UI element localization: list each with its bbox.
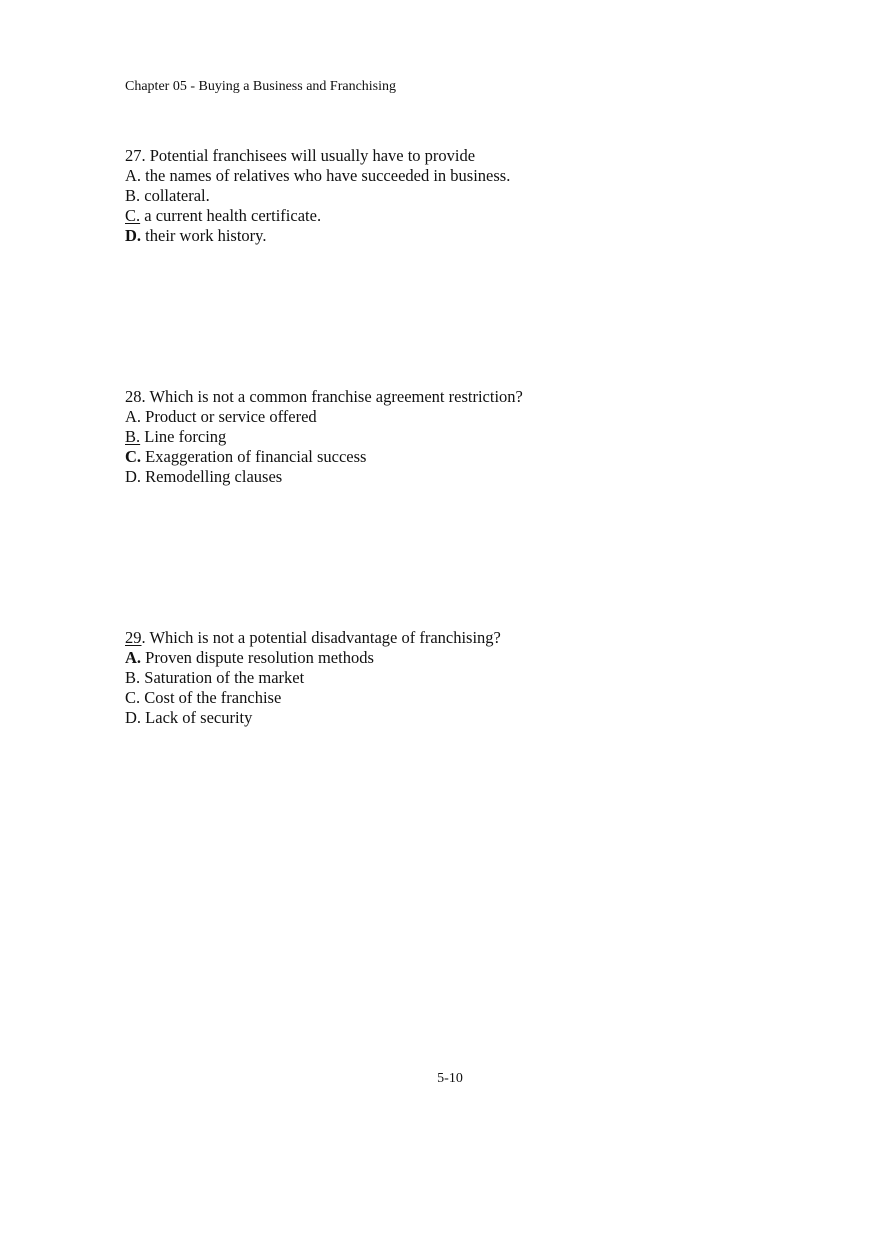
answer-option-a bbox=[125, 648, 501, 668]
option-text: Saturation of the market bbox=[140, 668, 305, 687]
option-text: Line forcing bbox=[140, 427, 227, 446]
option-letter: B. bbox=[125, 186, 141, 205]
question-27 bbox=[125, 146, 510, 246]
option-text: Cost of the franchise bbox=[140, 688, 282, 707]
question-text: . Potential franchisees will usually have to provide bbox=[141, 146, 476, 165]
option-letter: C. bbox=[125, 447, 142, 466]
option-text: their work history. bbox=[141, 226, 267, 245]
option-letter: A. bbox=[125, 648, 142, 667]
option-letter: A. bbox=[125, 166, 142, 185]
answer-option-c bbox=[125, 447, 523, 467]
option-letter: B. bbox=[125, 427, 141, 446]
option-letter: D. bbox=[125, 467, 142, 486]
question-number: 29 bbox=[125, 628, 142, 647]
answer-option-d bbox=[125, 467, 523, 487]
option-text: collateral. bbox=[140, 186, 210, 205]
question-text: . Which is not a common franchise agreement restriction? bbox=[141, 387, 523, 406]
answer-option-a bbox=[125, 407, 523, 427]
option-text: a current health certificate. bbox=[140, 206, 322, 225]
question-stem bbox=[125, 387, 523, 407]
question-number: 28 bbox=[125, 387, 142, 406]
option-text: Remodelling clauses bbox=[141, 467, 283, 486]
answer-option-d bbox=[125, 226, 510, 246]
option-letter: D. bbox=[125, 226, 142, 245]
question-number: 27 bbox=[125, 146, 142, 165]
option-letter: B. bbox=[125, 668, 141, 687]
option-letter: C. bbox=[125, 688, 141, 707]
answer-option-b bbox=[125, 186, 510, 206]
option-letter: C. bbox=[125, 206, 141, 225]
option-text: the names of relatives who have succeeded in business. bbox=[141, 166, 511, 185]
answer-option-c bbox=[125, 206, 510, 226]
chapter-header: Chapter 05 - Buying a Business and Franchising bbox=[125, 79, 397, 94]
option-text: Exaggeration of financial success bbox=[141, 447, 367, 466]
answer-option-d bbox=[125, 708, 501, 728]
option-text: Product or service offered bbox=[141, 407, 317, 426]
question-29 bbox=[125, 628, 501, 728]
question-stem bbox=[125, 146, 510, 166]
question-28 bbox=[125, 387, 523, 487]
option-text: Lack of security bbox=[141, 708, 253, 727]
answer-option-c bbox=[125, 688, 501, 708]
answer-option-b bbox=[125, 427, 523, 447]
question-text: . Which is not a potential disadvantage of franchising? bbox=[141, 628, 501, 647]
answer-option-a bbox=[125, 166, 510, 186]
question-stem bbox=[125, 628, 501, 648]
option-letter: D. bbox=[125, 708, 142, 727]
answer-option-b bbox=[125, 668, 501, 688]
option-text: Proven dispute resolution methods bbox=[141, 648, 374, 667]
page-number: 5-10 bbox=[437, 1071, 463, 1086]
option-letter: A. bbox=[125, 407, 142, 426]
